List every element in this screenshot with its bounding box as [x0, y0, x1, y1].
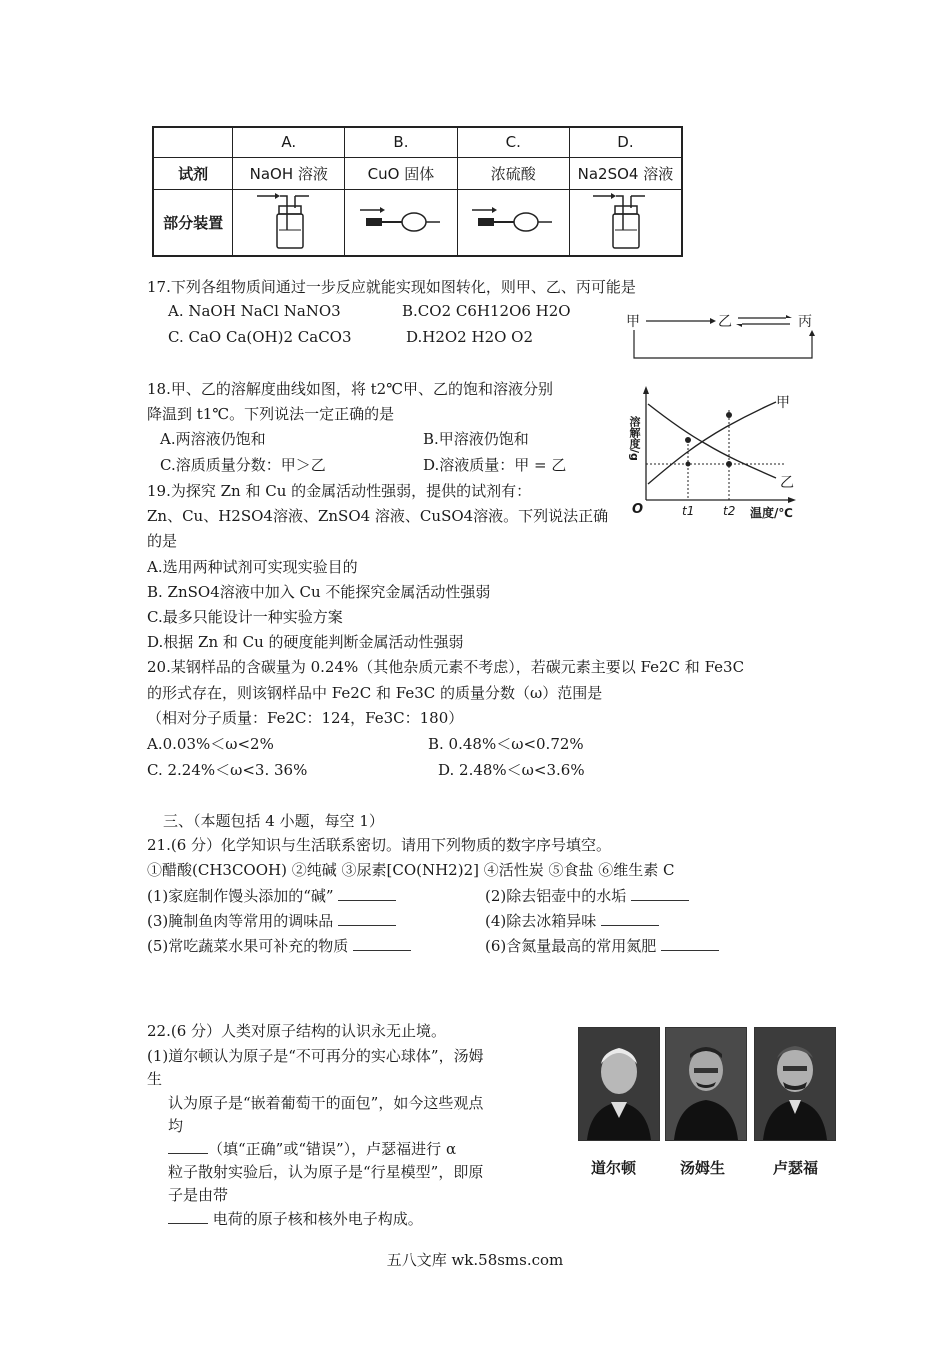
question-22-line-8: [168, 1208, 423, 1229]
answer-blank[interactable]: [601, 913, 659, 926]
chart-x-label: 温度/℃: [750, 506, 793, 520]
item-text: (6)含氮量最高的常用氮肥: [485, 937, 657, 955]
question-20-option-b: B. 0.48%＜ω<0.72%: [428, 735, 584, 753]
diagram-label-bing: 丙: [798, 314, 812, 330]
question-20-line-3: （相对分子质量：Fe2C：124，Fe3C：180）: [147, 709, 464, 727]
question-18-option-b: B.甲溶液仍饱和: [423, 430, 529, 448]
diagram-label-yi: 乙: [718, 314, 732, 330]
question-18-option-a: A.两溶液仍饱和: [160, 430, 266, 448]
page-footer: 五八文库 wk.58sms.com: [386, 1251, 564, 1269]
chart-origin-label: O: [632, 502, 644, 517]
chart-x-tick: t2: [723, 504, 736, 518]
person-silhouette-icon: [579, 1028, 659, 1140]
question-22-line-5: [168, 1138, 456, 1159]
question-17-stem: 17.下列各组物质间通过一步反应就能实现如图转化，则甲、乙、丙可能是: [147, 278, 636, 296]
table-corner-cell: [153, 127, 233, 157]
apparatus-cell: [569, 189, 682, 256]
intersection-point: [685, 437, 691, 443]
table-row-label: 部分装置: [153, 189, 233, 256]
chart-x-tick: t1: [682, 504, 695, 518]
question-22-line-4: 均: [168, 1117, 184, 1135]
question-17-option-c: C. CaO Ca(OH)2 CaCO3: [168, 328, 352, 346]
item-text: (4)除去冰箱异味: [485, 912, 597, 930]
question-21-stem: 21.(6 分）化学知识与生活联系密切。请用下列物质的数字序号填空。: [147, 836, 612, 854]
question-20-line-2: 的形式存在，则该钢样品中 Fe2C 和 Fe3C 的质量分数（ω）范围是: [147, 684, 603, 702]
question-21-item-2: [485, 885, 689, 906]
table-col-header: C.: [457, 127, 569, 157]
portrait-caption: 卢瑟福: [773, 1159, 819, 1177]
item-text: (3)腌制鱼肉等常用的调味品: [147, 912, 334, 930]
table-cell: NaOH 溶液: [233, 157, 345, 189]
question-19-line-3: 的是: [147, 532, 178, 550]
portrait-caption: 汤姆生: [680, 1159, 726, 1177]
question-21-item-6: [485, 935, 719, 956]
conversion-diagram: [626, 306, 826, 366]
question-18-line-2: 降温到 t1℃。下列说法一定正确的是: [147, 405, 395, 423]
question-19-line-1: 19.为探究 Zn 和 Cu 的金属活动性强弱，提供的试剂有：: [147, 482, 532, 500]
formula: Na2SO4: [577, 164, 639, 183]
portrait-rutherford: [754, 1027, 836, 1141]
question-20-option-d: D. 2.48%＜ω<3.6%: [438, 761, 585, 779]
yi-t2-point: [726, 461, 732, 467]
series-yi-curve: [648, 404, 776, 478]
answer-blank[interactable]: [353, 938, 411, 951]
question-19-option-a: A.选用两种试剂可实现实验目的: [147, 558, 358, 576]
question-22-line-2: 生: [147, 1070, 163, 1088]
question-21-item-1: [147, 885, 396, 906]
portrait-caption: 道尔顿: [591, 1159, 637, 1177]
question-19-option-d: D.根据 Zn 和 Cu 的硬度能判断金属活动性强弱: [147, 633, 464, 651]
chart-y-label: 溶解度/g: [628, 416, 641, 461]
table-cell-text: 溶液: [643, 164, 674, 183]
gas-washing-bottle-icon: [585, 190, 665, 250]
jia-t2-point: [726, 412, 732, 418]
chart-series-label-jia: 甲: [776, 395, 790, 411]
portrait-dalton: [578, 1027, 660, 1141]
line-text: （填“正确”或“错误”），卢瑟福进行 α: [208, 1140, 457, 1158]
question-20-option-a: A.0.03%＜ω<2%: [147, 735, 274, 753]
table-col-header: B.: [345, 127, 457, 157]
question-17-option-d: D.H2O2 H2O O2: [406, 328, 534, 346]
question-22-stem: 22.(6 分）人类对原子结构的认识永无止境。: [147, 1022, 447, 1040]
apparatus-cell: [345, 189, 457, 256]
jia-t1-point: [686, 462, 691, 467]
question-17-option-a: A. NaOH NaCl NaNO3: [168, 302, 341, 320]
drying-tube-icon: [358, 200, 444, 240]
item-text: (1)家庭制作馒头添加的“碱”: [147, 887, 334, 905]
question-22-line-6: 粒子散射实验后，认为原子是“行星模型”，即原: [168, 1163, 484, 1181]
table-cell: CuO 固体: [345, 157, 457, 189]
table-cell: [569, 157, 682, 189]
table-cell: 浓硫酸: [457, 157, 569, 189]
question-17-option-b: B.CO2 C6H12O6 H2O: [402, 302, 571, 320]
question-20-option-c: C. 2.24%＜ω<3. 36%: [147, 761, 308, 779]
table-row-label: 试剂: [153, 157, 233, 189]
answer-blank[interactable]: [631, 888, 689, 901]
question-21-item-4: [485, 910, 659, 931]
table-col-header: A.: [233, 127, 345, 157]
table-col-header: D.: [569, 127, 682, 157]
gas-washing-bottle-icon: [249, 190, 329, 250]
section-3-title: 三、（本题包括 4 小题，每空 1）: [163, 812, 384, 830]
answer-blank[interactable]: [661, 938, 719, 951]
drying-tube-icon: [470, 200, 556, 240]
question-18-line-1: 18.甲、乙的溶解度曲线如图，将 t2℃甲、乙的饱和溶液分别: [147, 380, 553, 398]
series-jia-curve: [648, 402, 776, 484]
solubility-chart: [626, 382, 816, 522]
person-silhouette-icon: [666, 1028, 746, 1140]
question-18-option-d: D.溶液质量：甲 = 乙: [423, 456, 567, 474]
question-21-item-3: [147, 910, 396, 931]
apparatus-cell: [233, 189, 345, 256]
answer-blank[interactable]: [168, 1141, 208, 1154]
apparatus-cell: [457, 189, 569, 256]
question-21-materials: ①醋酸(CH3COOH) ②纯碱 ③尿素[CO(NH2)2] ④活性炭 ⑤食盐 ⑥维生素 C: [147, 861, 675, 879]
answer-blank[interactable]: [168, 1211, 208, 1224]
item-text: (5)常吃蔬菜水果可补充的物质: [147, 937, 349, 955]
answer-blank[interactable]: [338, 913, 396, 926]
diagram-label-jia: 甲: [626, 314, 640, 330]
question-19-option-c: C.最多只能设计一种实验方案: [147, 608, 343, 626]
question-19-line-2: Zn、Cu、H2SO4溶液、ZnSO4 溶液、CuSO4溶液。下列说法正确: [147, 507, 609, 525]
person-silhouette-icon: [755, 1028, 835, 1140]
question-21-item-5: [147, 935, 411, 956]
question-18-option-c: C.溶质质量分数：甲＞乙: [160, 456, 326, 474]
line-text: 电荷的原子核和核外电子构成。: [212, 1210, 423, 1228]
question-19-option-b: B. ZnSO4溶液中加入 Cu 不能探究金属活动性强弱: [147, 583, 491, 601]
question-22-line-7: 子是由带: [168, 1186, 229, 1204]
portrait-thomson: [665, 1027, 747, 1141]
question-22-line-3: 认为原子是“嵌着葡萄干的面包”，如今这些观点: [168, 1094, 484, 1112]
item-text: (2)除去铝壶中的水垢: [485, 887, 627, 905]
reagent-table: [152, 126, 683, 257]
answer-blank[interactable]: [338, 888, 396, 901]
question-22-line-1: (1)道尔顿认为原子是“不可再分的实心球体”，汤姆: [147, 1047, 484, 1065]
chart-series-label-yi: 乙: [780, 475, 794, 491]
question-20-line-1: 20.某钢样品的含碳量为 0.24%（其他杂质元素不考虑），若碳元素主要以 Fe2C 和 Fe3C: [147, 658, 745, 676]
